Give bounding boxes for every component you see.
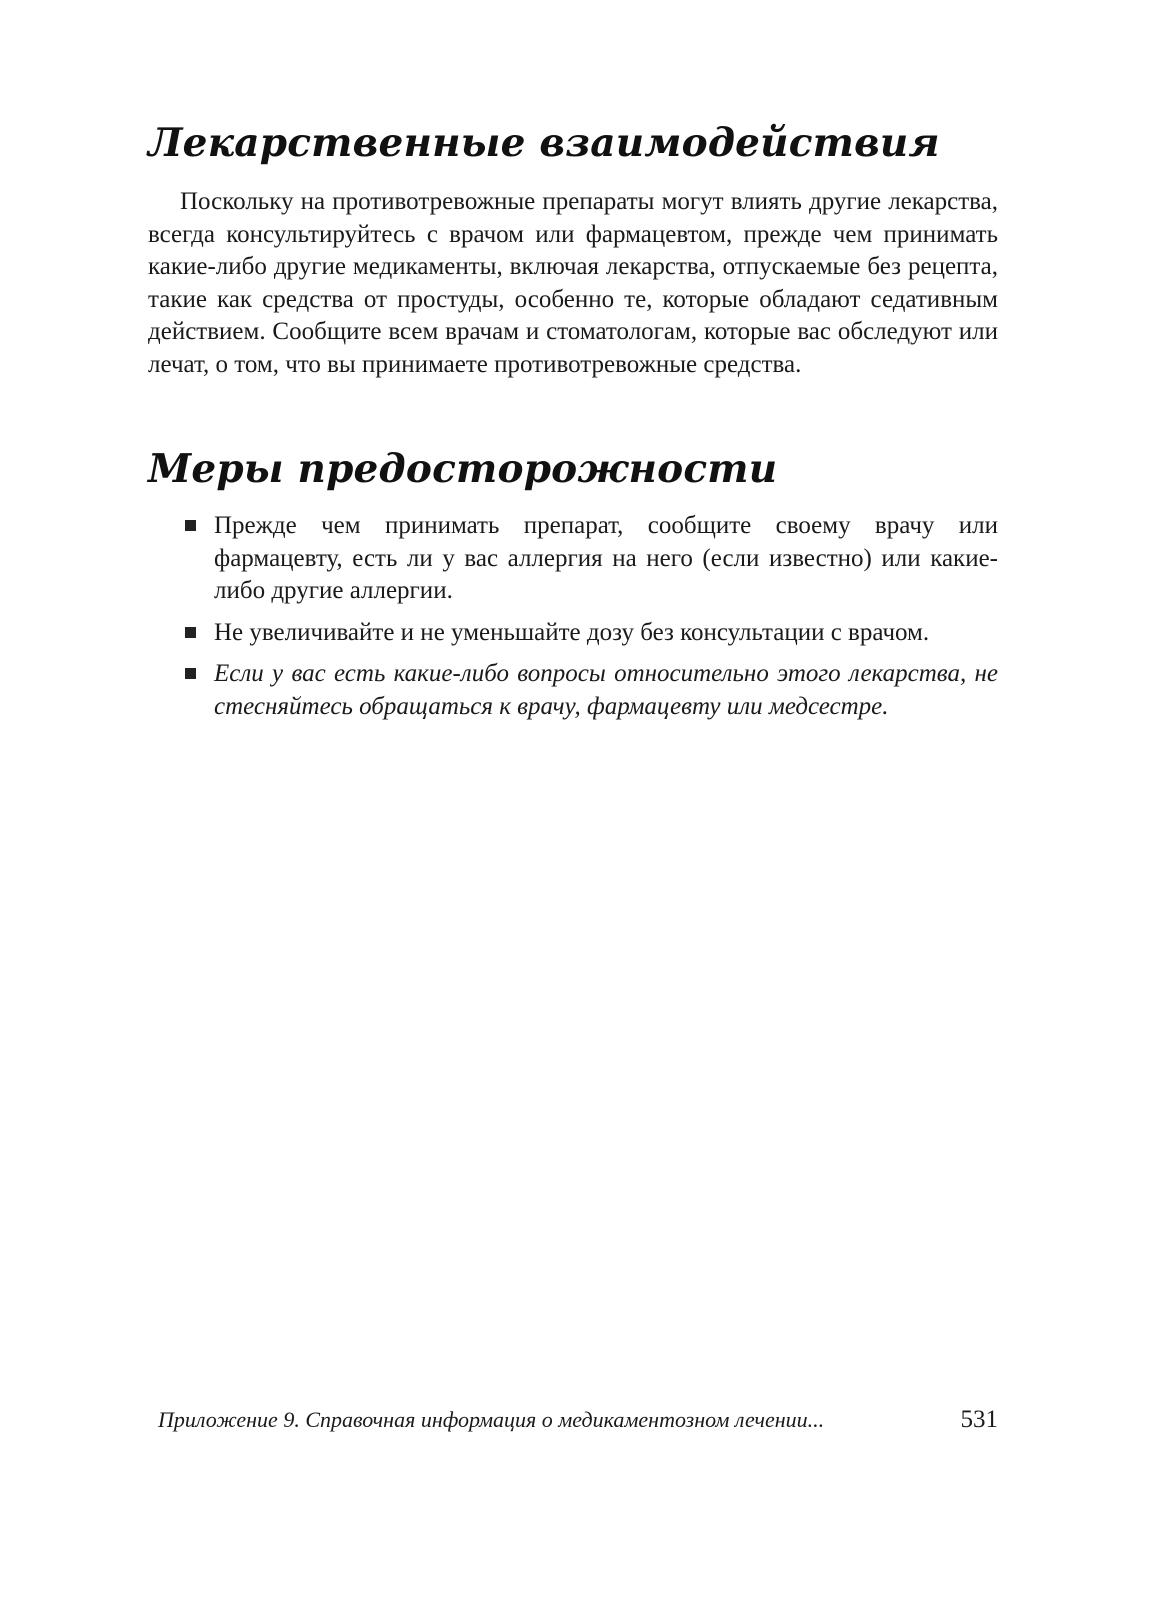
page-number: 531 (960, 1406, 998, 1433)
list-item (148, 510, 998, 608)
list-item-text: Не увеличивайте и не уменьшайте дозу без консультации с врачом. (214, 618, 930, 646)
precautions-list (148, 510, 998, 732)
square-bullet-icon (185, 520, 196, 531)
running-title: Приложение 9. Справочная информация о медикаментозном лечении... (158, 1407, 825, 1432)
list-item-text: Если у вас есть какие-либо вопросы относительно этого лекарства, не стесняйтесь обращаться к врачу, фармацевту или медсестре. (214, 660, 998, 720)
drug-interactions-paragraph: Поскольку на противотревожные препараты могут влиять другие лекарства, всегда консультируйтесь с врачом или фармацевтом, прежде чем принимать какие-либо другие медикаменты, включая лекарства, отпускаемые без рецепта, такие как средства от простуды, особенно те, которые обладают седативным действием. Сообщите всем врачам и стоматологам, которые вас обследуют или лечат, о том, что вы принимаете противотревожные средства. (148, 188, 998, 378)
list-item (148, 658, 998, 723)
section-heading-precautions: Меры предосторожности (148, 446, 778, 492)
section-heading-drug-interactions: Лекарственные взаимодействия (148, 120, 940, 166)
list-item (148, 617, 998, 650)
list-item-text: Прежде чем принимать препарат, сообщите своему врачу или фармацевту, есть ли у вас аллергия на него (если известно) или какие-либо другие аллергии. (214, 512, 998, 604)
square-bullet-icon (185, 627, 196, 638)
square-bullet-icon (185, 668, 196, 679)
page-footer (158, 1404, 998, 1436)
